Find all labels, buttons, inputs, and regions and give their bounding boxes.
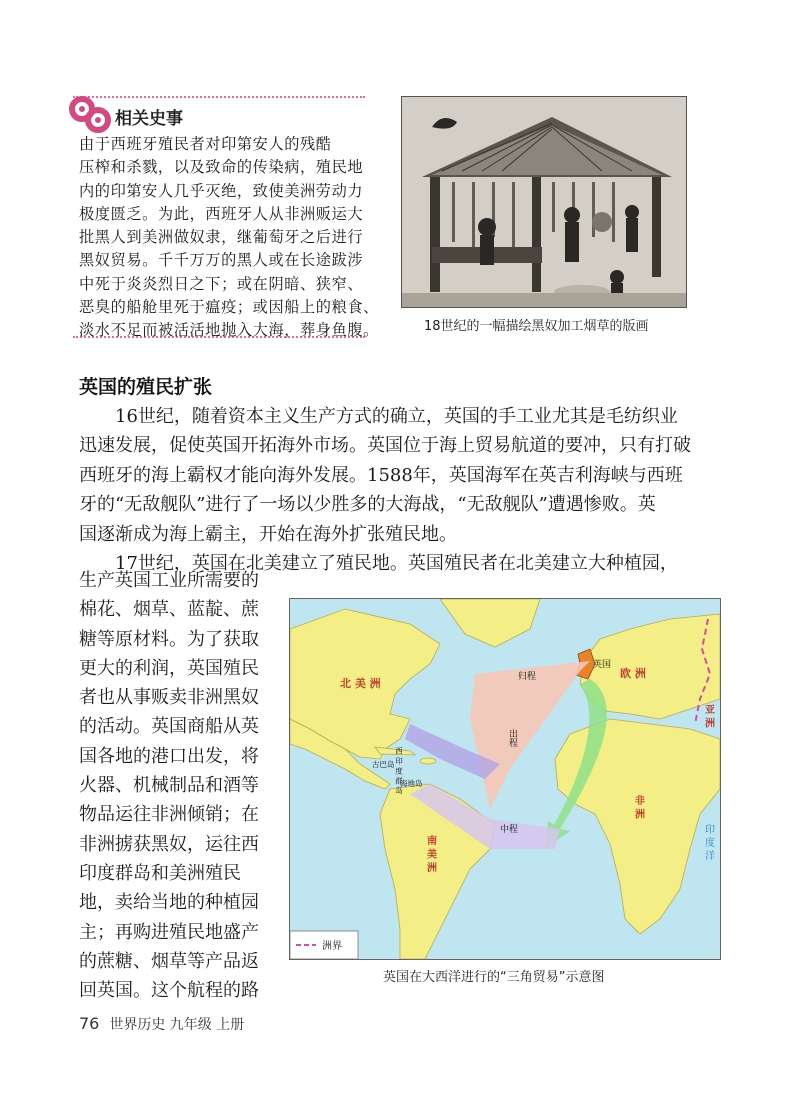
section-paragraph bbox=[79, 402, 729, 578]
legend-continent-border: 洲界 bbox=[322, 941, 342, 952]
paragraph-line: 更大的利润，英国殖民 bbox=[79, 657, 259, 679]
paragraph-line: 牙的“无敌舰队”进行了一场以少胜多的大海战，“无敌舰队”遭遇惨败。英 bbox=[79, 494, 656, 516]
paragraph-line: 国各地的港口出发，将 bbox=[79, 745, 259, 767]
south-america-label: 南 美 洲 bbox=[424, 835, 436, 872]
sidebar-text bbox=[79, 133, 379, 343]
engraving-caption: 18世纪的一幅描绘黑奴加工烟草的版画 bbox=[424, 319, 649, 334]
north-america-label: 北 美 洲 bbox=[340, 677, 381, 690]
europe-label: 欧 洲 bbox=[620, 667, 646, 680]
paragraph-line: 非洲掳获黑奴，运往西 bbox=[79, 833, 259, 855]
haiti-label: 海地岛 bbox=[400, 779, 423, 788]
sidebar-top-border bbox=[73, 96, 365, 98]
paragraph-line: 者也从事贩卖非洲黑奴 bbox=[79, 687, 259, 709]
indian-ocean-label: 印 度 洋 bbox=[702, 824, 714, 861]
sidebar-line: 黑奴贸易。千千万万的黑人或在长途跋涉 bbox=[79, 251, 364, 270]
section-heading: 英国的殖民扩张 bbox=[79, 376, 213, 398]
paragraph-line: 主；再购进殖民地盛产 bbox=[79, 921, 259, 943]
middle-route-label: 中程 bbox=[500, 825, 519, 835]
narrow-paragraph bbox=[79, 566, 279, 1005]
paragraph-line: 物品运往非洲倾销；在 bbox=[79, 804, 259, 826]
sidebar-line: 极度匮乏。为此，西班牙人从非洲贩运大 bbox=[79, 204, 364, 223]
paragraph-line: 糖等原材料。为了获取 bbox=[79, 628, 259, 650]
paragraph-line: 西班牙的海上霸权才能向海外发展。1588年，英国海军在英吉利海峡与西班 bbox=[79, 464, 683, 486]
sidebar-line: 内的印第安人几乎灭绝，致使美洲劳动力 bbox=[79, 181, 364, 200]
paragraph-line: 生产英国工业所需要的 bbox=[79, 570, 259, 591]
paragraph-line: 的活动。英国商船从英 bbox=[79, 716, 259, 738]
sidebar-line: 压榨和杀戮，以及致命的传染病，殖民地 bbox=[79, 158, 364, 177]
africa-label: 非 洲 bbox=[632, 795, 644, 819]
sidebar-line: 恶臭的船舱里死于瘟疫；或因船上的粮食、 bbox=[79, 298, 379, 317]
cuba-label: 古巴岛 bbox=[372, 760, 395, 769]
paragraph-line: 地，卖给当地的种植园 bbox=[79, 892, 259, 914]
outbound-route-label: 出程 bbox=[507, 729, 517, 747]
paragraph-line: 的蔗糖、烟草等产品返 bbox=[79, 950, 259, 972]
page-footer bbox=[79, 1014, 244, 1034]
paragraph-line: 16世纪，随着资本主义生产方式的确立，英国的手工业尤其是毛纺织业 bbox=[115, 406, 678, 427]
history-logo-icon bbox=[68, 96, 114, 138]
tobacco-engraving-image bbox=[401, 96, 687, 308]
britain-label: 英国 bbox=[593, 660, 612, 670]
sidebar-line: 批黑人到美洲做奴隶，继葡萄牙之后进行 bbox=[79, 228, 364, 247]
sidebar-line: 淡水不足而被活活地抛入大海，葬身鱼腹。 bbox=[79, 321, 379, 340]
book-title: 世界历史 九年级 上册 bbox=[109, 1017, 245, 1033]
paragraph-line: 国逐渐成为海上霸主，开始在海外扩张殖民地。 bbox=[79, 523, 457, 545]
sidebar-line: 由于西班牙殖民者对印第安人的残酷 bbox=[79, 135, 332, 153]
paragraph-line: 迅速发展，促使英国开拓海外市场。英国位于海上贸易航道的要冲，只有打破 bbox=[79, 435, 691, 457]
triangle-trade-map bbox=[289, 598, 721, 960]
map-caption: 英国在大西洋进行的“三角贸易”示意图 bbox=[383, 970, 605, 985]
asia-label: 亚 洲 bbox=[702, 704, 714, 728]
page-number: 76 bbox=[79, 1014, 100, 1033]
paragraph-line: 回英国。这个航程的路 bbox=[79, 980, 259, 1002]
paragraph-line: 印度群岛和美洲殖民 bbox=[79, 862, 241, 884]
paragraph-line: 火器、机械制品和酒等 bbox=[79, 775, 259, 797]
sidebar-title: 相关史事 bbox=[115, 109, 183, 129]
west-indies-label: 西 印 度 群 岛 bbox=[394, 747, 404, 795]
sidebar-line: 中死于炎炎烈日之下；或在阴暗、狭窄、 bbox=[79, 274, 364, 293]
return-route-label: 归程 bbox=[518, 672, 537, 682]
paragraph-line: 棉花、烟草、蓝靛、蔗 bbox=[79, 599, 259, 621]
paragraph-line: 17世纪，英国在北美建立了殖民地。英国殖民者在北美建立大种植园， bbox=[115, 553, 678, 575]
